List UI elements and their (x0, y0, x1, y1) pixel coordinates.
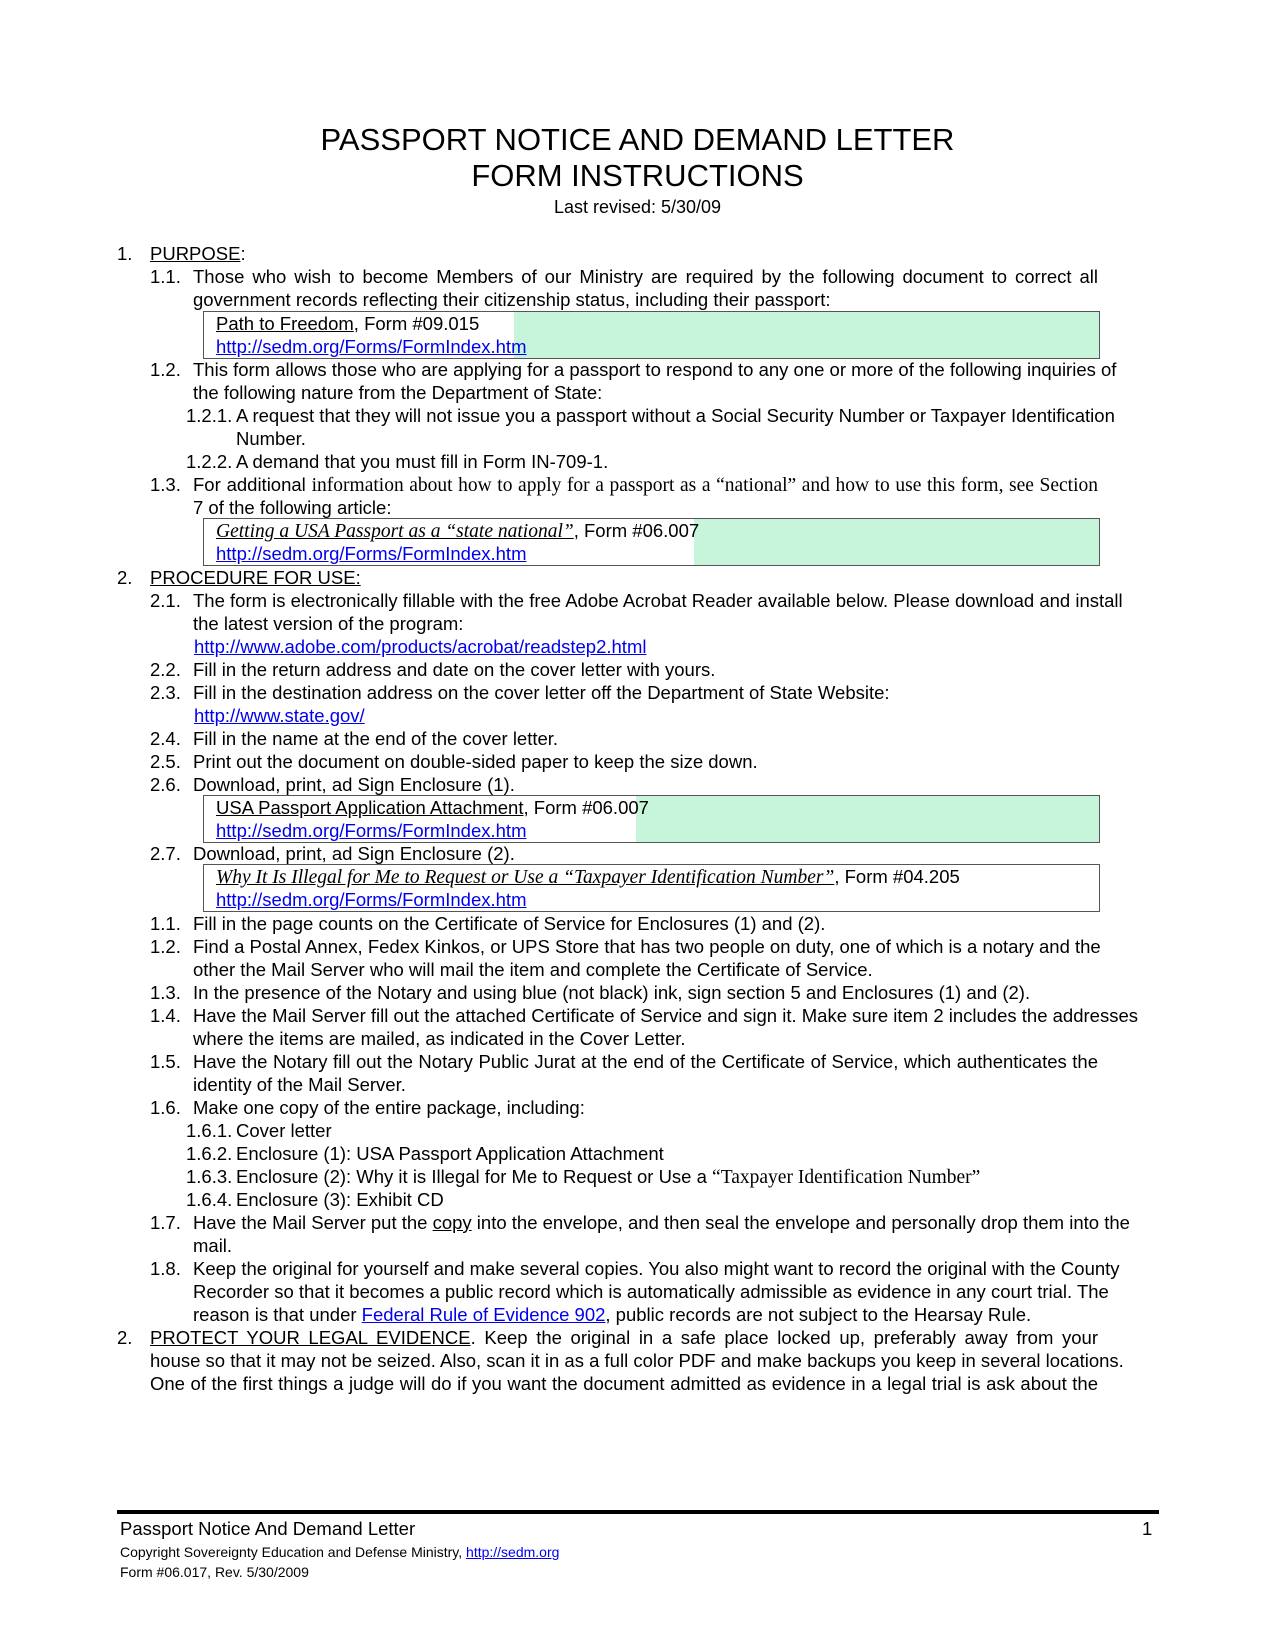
paragraph-line: Cover letter (236, 1120, 332, 1141)
paragraph-line: Download, print, ad Sign Enclosure (1). (193, 774, 515, 795)
item-number: 1.2. (150, 359, 181, 380)
item-number: 2.6. (150, 774, 181, 795)
paragraph-line: Make one copy of the entire package, including: (193, 1097, 585, 1118)
form-index-link[interactable]: http://sedm.org/Forms/FormIndex.htm (216, 820, 527, 841)
paragraph-line: Number. (236, 428, 306, 449)
paragraph-line: For additional information about how to apply for a passport as a “national” and how to use this form, see Section (193, 474, 1098, 496)
item-number: 2. (117, 1327, 133, 1348)
paragraph-line: Download, print, ad Sign Enclosure (2). (193, 843, 515, 864)
item-number: 2.3. (150, 682, 181, 703)
paragraph-line: house so that it may not be seized. Also, scan it in as a full color PDF and make backups you keep in several locations. (150, 1350, 1124, 1371)
paragraph-line: Keep the original for yourself and make several copies. You also might want to record the original with the County (193, 1258, 1120, 1279)
paragraph-line: the latest version of the program: (193, 613, 464, 634)
paragraph-line: identity of the Mail Server. (193, 1074, 406, 1095)
item-number: 1.2.2. (186, 451, 233, 472)
paragraph-line: Fill in the return address and date on the cover letter with yours. (193, 659, 716, 680)
paragraph-line: 7 of the following article: (193, 497, 392, 518)
state-gov-link[interactable]: http://www.state.gov/ (194, 705, 365, 726)
reference-title: Path to Freedom (216, 313, 354, 334)
paragraph-line: In the presence of the Notary and using blue (not black) ink, sign section 5 and Enclosures (1) and (2). (193, 982, 1031, 1003)
section-purpose-heading: 1. PURPOSE: (117, 243, 246, 264)
item-number: 2.5. (150, 751, 181, 772)
paragraph-line: A request that they will not issue you a passport without a Social Security Number or Taxpayer Identification (236, 405, 1115, 426)
paragraph-line: Find a Postal Annex, Fedex Kinkos, or UPS Store that has two people on duty, one of which is a notary and the (193, 936, 1101, 957)
paragraph-line: Those who wish to become Members of our Ministry are required by the following document to correct all (193, 266, 1098, 287)
item-number: 1.1. (150, 266, 181, 287)
footer-form-number: Form #06.017, Rev. 5/30/2009 (120, 1564, 309, 1580)
item-number: 1.5. (150, 1051, 181, 1072)
item-number: 2.1. (150, 590, 181, 611)
item-number: 1.7. (150, 1212, 181, 1233)
last-revised: Last revised: 5/30/09 (553, 197, 722, 217)
form-index-link[interactable]: http://sedm.org/Forms/FormIndex.htm (216, 889, 527, 910)
paragraph-line: Have the Notary fill out the Notary Public Jurat at the end of the Certificate of Service, which authenticates the (193, 1051, 1098, 1072)
adobe-reader-link[interactable]: http://www.adobe.com/products/acrobat/readstep2.html (194, 636, 647, 657)
paragraph-line: One of the first things a judge will do if you want the document admitted as evidence in a legal trial is ask about the (150, 1373, 1098, 1394)
paragraph-line: Have the Mail Server put the copy into the envelope, and then seal the envelope and personally drop them into the (193, 1212, 1130, 1233)
page-number: 1 (1142, 1518, 1153, 1539)
paragraph-line: Have the Mail Server fill out the attached Certificate of Service and sign it. Make sure item 2 includes the addresses (193, 1005, 1138, 1026)
paragraph-line: Enclosure (1): USA Passport Application Attachment (236, 1143, 664, 1164)
footer-title: Passport Notice And Demand Letter (120, 1518, 416, 1539)
paragraph-line: Enclosure (2): Why it is Illegal for Me to Request or Use a “Taxpayer Identification Number” (236, 1166, 981, 1188)
paragraph-line: other the Mail Server who will mail the item and complete the Certificate of Service. (193, 959, 873, 980)
item-number: 1.8. (150, 1258, 181, 1279)
form-index-link[interactable]: http://sedm.org/Forms/FormIndex.htm (216, 543, 527, 564)
item-number: 1.3. (150, 474, 181, 495)
sedm-link[interactable]: http://sedm.org (466, 1544, 560, 1560)
federal-rule-902-link[interactable]: Federal Rule of Evidence 902 (361, 1304, 606, 1325)
section-procedure-heading: 2. PROCEDURE FOR USE: (117, 567, 361, 588)
paragraph-line: mail. (193, 1235, 233, 1256)
paragraph-line: Fill in the name at the end of the cover letter. (193, 728, 559, 749)
paragraph-line: The form is electronically fillable with the free Adobe Acrobat Reader available below. Please download and install (193, 590, 1123, 611)
paragraph-line: A demand that you must fill in Form IN-709-1. (236, 451, 609, 472)
paragraph-line: Fill in the destination address on the cover letter off the Department of State Website: (193, 682, 890, 703)
form-index-link[interactable]: http://sedm.org/Forms/FormIndex.htm (216, 336, 527, 357)
reference-box-passport-attachment: USA Passport Application Attachment, Form #06.007 http://sedm.org/Forms/FormIndex.htm (203, 795, 1100, 843)
item-number: 2.7. (150, 843, 181, 864)
document-subtitle: FORM INSTRUCTIONS (471, 158, 804, 193)
item-number: 1.2. (150, 936, 181, 957)
item-number: 1.6.4. (186, 1189, 233, 1210)
paragraph-line: government records reflecting their citizenship status, including their passport: (193, 289, 831, 310)
item-number: 1.6.1. (186, 1120, 233, 1141)
paragraph-line: This form allows those who are applying for a passport to respond to any one or more of the following inquiries of (193, 359, 1117, 380)
document-title: PASSPORT NOTICE AND DEMAND LETTER (320, 122, 955, 157)
paragraph-line: Recorder so that it becomes a public record which is automatically admissible as evidence in any court trial. The (193, 1281, 1109, 1302)
paragraph-line: the following nature from the Department of State: (193, 382, 603, 403)
reference-box-path-to-freedom: Path to Freedom, Form #09.015 http://sedm.org/Forms/FormIndex.htm (203, 311, 1100, 359)
section-protect-evidence: PROTECT YOUR LEGAL EVIDENCE. Keep the original in a safe place locked up, preferably away from your (150, 1327, 1098, 1348)
item-number: 2.4. (150, 728, 181, 749)
item-number: 1.6.2. (186, 1143, 233, 1164)
paragraph-line: where the items are mailed, as indicated in the Cover Letter. (193, 1028, 686, 1049)
reference-box-usa-passport-article: Getting a USA Passport as a “state national”, Form #06.007 http://sedm.org/Forms/FormIndex.htm (203, 518, 1100, 566)
item-number: 1.2.1. (186, 405, 233, 426)
item-number: 1.4. (150, 1005, 181, 1026)
reference-box-taxpayer-id: Why It Is Illegal for Me to Request or Use a “Taxpayer Identification Number”, Form #04.205 http://sedm.org/Forms/FormIndex.htm (203, 864, 1100, 912)
reference-title: Why It Is Illegal for Me to Request or Use a “Taxpayer Identification Number” (216, 867, 835, 888)
paragraph-line: Print out the document on double-sided paper to keep the size down. (193, 751, 758, 772)
item-number: 2.2. (150, 659, 181, 680)
paragraph-line: Fill in the page counts on the Certificate of Service for Enclosures (1) and (2). (193, 913, 826, 934)
paragraph-line: Enclosure (3): Exhibit CD (236, 1189, 444, 1210)
item-number: 1.3. (150, 982, 181, 1003)
item-number: 1.6. (150, 1097, 181, 1118)
paragraph-line: reason is that under Federal Rule of Evidence 902, public records are not subject to the Hearsay Rule. (193, 1304, 1032, 1325)
reference-title: USA Passport Application Attachment (216, 797, 524, 818)
item-number: 1.6.3. (186, 1166, 233, 1187)
reference-title: Getting a USA Passport as a “state national” (216, 521, 574, 542)
footer-copyright: Copyright Sovereignty Education and Defense Ministry, http://sedm.org (120, 1544, 560, 1560)
item-number: 1.1. (150, 913, 181, 934)
section-heading: PROTECT YOUR LEGAL EVIDENCE (150, 1327, 471, 1348)
footer-divider (117, 1510, 1159, 1514)
